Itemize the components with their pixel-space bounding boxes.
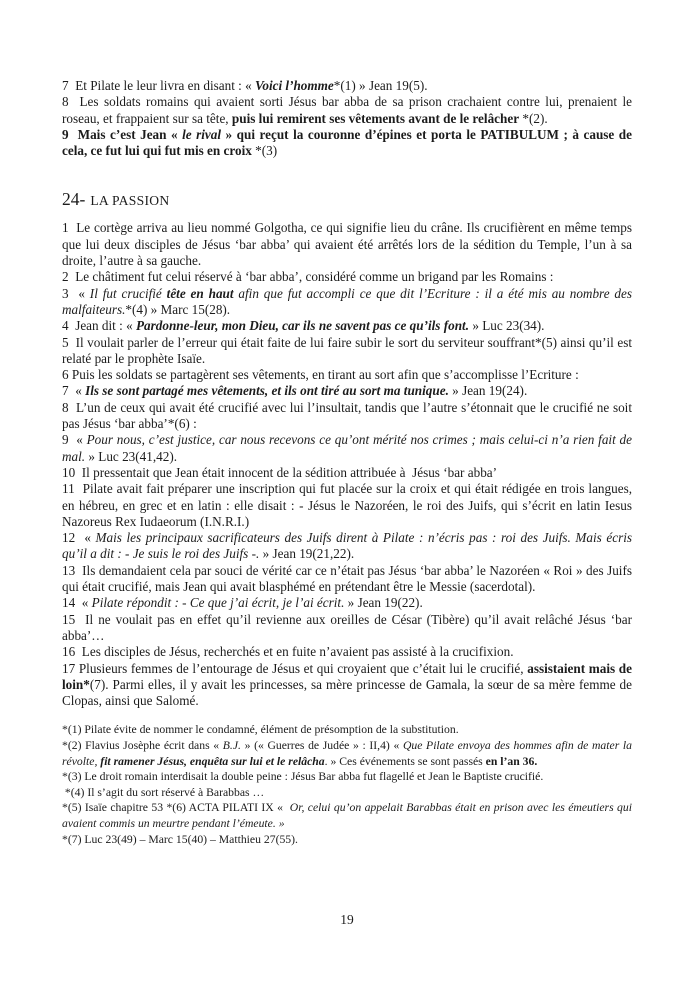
text-run: Ils se sont partagé mes vêtements, et ils ont tiré au sort ma tunique. xyxy=(85,383,449,399)
text-run: *(4) Il s’agit du sort réservé à Barabbas … xyxy=(62,785,265,799)
text-run: 4 Jean dit : « xyxy=(62,318,136,334)
section-number: 24- xyxy=(62,189,86,210)
text-run: *(2). xyxy=(519,110,548,126)
text-run: Or, celui qu’on appelait Barabbas était en prison avec les émeutiers qui avaient commis un meurtre pendant l’émeute. » xyxy=(62,801,632,830)
text-run: tête en haut xyxy=(166,285,234,301)
text-run: » Jean 19(22). xyxy=(344,595,423,611)
text-run: 8 L’un de ceux qui avait été crucifié avec lui l’insultait, tandis que l’autre s’étonnait que le crucifié ne soit pas Jésus ‘bar abba’*(6) : xyxy=(62,399,632,432)
text-run: » Luc 23(41,42). xyxy=(85,448,178,464)
footnote xyxy=(62,785,632,801)
text-run: le rival xyxy=(182,126,222,142)
text-run: 11 Pilate avait fait préparer une inscription qui fut placée sur la croix et qui était rédigée en trois langues, en hébreu, en grec et en latin : elle disait : - Jésus le Nazoréen, le roi des Juifs, qui s’écrit en latin Iesus Nazoreus Rex Iudaeorum (I.N.R.I.) xyxy=(62,481,632,529)
body-paragraph xyxy=(62,127,632,160)
body-paragraph xyxy=(62,220,632,269)
text-run: 13 Ils demandaient cela par souci de vérité car ce n’était pas Jésus ‘bar abba’ le Nazoréen « Roi » des Juifs qui était crucifié, mais Jean qui avait blasphémé en prétendant être le Messie (sacerdotal). xyxy=(62,562,632,595)
text-run: fit ramener Jésus, enquêta sur lui et le relâcha xyxy=(100,754,325,768)
text-run: 5 Il voulait parler de l’erreur qui était faite de lui faire subir le sort du serviteur souffrant*(5) ainsi qu’il est relaté par le prophète Isaïe. xyxy=(62,334,632,366)
text-run: afin que fut accompli ce que dit l’Ecriture : il a été mis au nombre des malfaiteurs. xyxy=(62,285,632,317)
section-heading xyxy=(62,187,632,212)
text-run: » qui reçut la couronne d’épines et porta le PATIBULUM ; à cause de cela, ce fut lui qui fut mis en croix xyxy=(62,126,632,159)
text-run: 8 Les soldats romains qui avaient sorti Jésus bar abba de sa prison crachaient contre lui, prenaient le roseau, et frappaient sur sa tête, xyxy=(62,94,632,126)
text-run: Voici l’homme xyxy=(255,78,334,93)
text-run: puis lui remirent ses vêtements avant de le relâcher xyxy=(231,110,520,126)
text-run: 14 « xyxy=(62,595,92,611)
text-run: *(5) Isaïe chapitre 53 *(6) ACTA PILATI IX « xyxy=(62,801,290,815)
text-run: 6 Puis les soldats se partagèrent ses vêtements, en tirant au sort afin que s’accomplisse l’Ecriture : xyxy=(62,367,579,383)
body-paragraph xyxy=(62,661,632,710)
body-paragraph xyxy=(62,481,632,530)
text-run: 12 « xyxy=(62,530,96,546)
text-run: en l’an 36. xyxy=(485,754,538,768)
text-run: *(1) » Jean 19(5). xyxy=(333,78,428,93)
text-run: 7 Et Pilate le leur livra en disant : « xyxy=(62,78,256,93)
footnote xyxy=(62,738,632,769)
footnote xyxy=(62,832,632,848)
text-run: » (« Guerres de Judée » : II,4) « xyxy=(240,738,403,752)
text-run: 2 Le châtiment fut celui réservé à ‘bar abba’, considéré comme un brigand par les Romains : xyxy=(62,269,554,285)
body-paragraph xyxy=(62,367,632,383)
body-paragraph xyxy=(62,94,632,127)
body-paragraph xyxy=(62,400,632,433)
body-paragraph xyxy=(62,530,632,563)
body-paragraph xyxy=(62,78,632,94)
body-paragraph xyxy=(62,432,632,465)
text-run: Pilate répondit : - Ce que j’ai écrit, je l’ai écrit. xyxy=(91,595,345,611)
text-run: 1 Le cortège arriva au lieu nommé Golgotha, ce qui signifie lieu du crâne. Ils crucifièrent en même temps que lui deux disciples de Jésus ‘bar abba’ qui avaient été arrêtés lors de la sédition du Temple, l’un à sa droite, l’autre à sa gauche. xyxy=(62,220,632,269)
body-paragraph xyxy=(62,269,632,285)
body-paragraph xyxy=(62,286,632,319)
text-run: *(3) xyxy=(255,143,278,159)
body-paragraph xyxy=(62,318,632,334)
body-paragraph xyxy=(62,335,632,368)
text-run: *(4) » Marc 15(28). xyxy=(125,301,231,317)
text-run: 15 Il ne voulait pas en effet qu’il revienne aux oreilles de César (Tibère) qu’il avait relâché Jésus ‘bar abba’… xyxy=(62,611,632,643)
body-paragraph xyxy=(62,465,632,481)
body-paragraph xyxy=(62,595,632,611)
text-run: Il fut crucifié xyxy=(89,285,167,301)
text-run: *(2) Flavius Josèphe écrit dans « xyxy=(62,738,223,752)
text-run: *(7) Luc 23(49) – Marc 15(40) – Matthieu 27(55). xyxy=(62,832,298,846)
text-run: 3 « xyxy=(62,285,90,301)
text-run: 7 « xyxy=(62,383,86,399)
text-run: B.J. xyxy=(222,738,241,752)
text-run: 9 « xyxy=(62,432,87,448)
text-run: » Jean 19(24). xyxy=(448,383,528,399)
text-run: Mais les principaux sacrificateurs des Juifs dirent à Pilate : n’écris pas : roi des Juifs. Mais écris qu’il a dit : - Je suis le roi des Juifs -. xyxy=(62,530,633,562)
previous-section-body xyxy=(62,78,632,159)
text-run: Pardonne-leur, mon Dieu, car ils ne savent pas ce qu’ils font. xyxy=(136,318,470,334)
text-run: 17 Plusieurs femmes de l’entourage de Jésus et qui croyaient que c’était lui le crucifié, xyxy=(62,660,528,676)
footnote xyxy=(62,800,632,831)
text-column xyxy=(62,78,632,847)
text-run: . » Ces événements se sont passés xyxy=(324,754,486,768)
text-run: 16 Les disciples de Jésus, recherchés et en fuite n’avaient pas assisté à la crucifixion. xyxy=(62,644,514,660)
text-run: (7). Parmi elles, il y avait les princesses, sa mère princesse de Gamala, la sœur de sa mère femme de Clopas, ainsi que Salomé. xyxy=(62,676,632,709)
text-run: assistaient mais de loin* xyxy=(62,660,632,692)
text-run: *(3) Le droit romain interdisait la double peine : Jésus Bar abba fut flagellé et Jean le Baptiste crucifié. xyxy=(62,770,544,784)
text-run: Pour nous, c’est justice, car nous recevons ce qu’ont mérité nos crimes ; mais celui-ci n’a rien fait de mal. xyxy=(62,432,632,464)
text-run: *(1) Pilate évite de nommer le condamné, élément de présomption de la substitution. xyxy=(62,723,459,737)
footnotes-block xyxy=(62,722,632,847)
body-paragraph xyxy=(62,563,632,596)
page-number: 19 xyxy=(340,912,354,927)
section-body xyxy=(62,220,632,709)
body-paragraph xyxy=(62,612,632,645)
footnote xyxy=(62,722,632,738)
text-run: » Jean 19(21,22). xyxy=(259,546,355,562)
section-title: LA PASSION xyxy=(90,193,170,209)
body-paragraph xyxy=(62,644,632,660)
footnote xyxy=(62,769,632,785)
text-run: » Luc 23(34). xyxy=(469,318,545,334)
text-run: Que Pilate envoya des hommes afin de mater la révolte, xyxy=(62,738,632,768)
text-run: 9 Mais c’est Jean « xyxy=(62,126,183,142)
body-paragraph xyxy=(62,383,632,399)
text-run: 10 Il pressentait que Jean était innocent de la sédition attribuée à Jésus ‘bar abba’ xyxy=(62,464,498,480)
